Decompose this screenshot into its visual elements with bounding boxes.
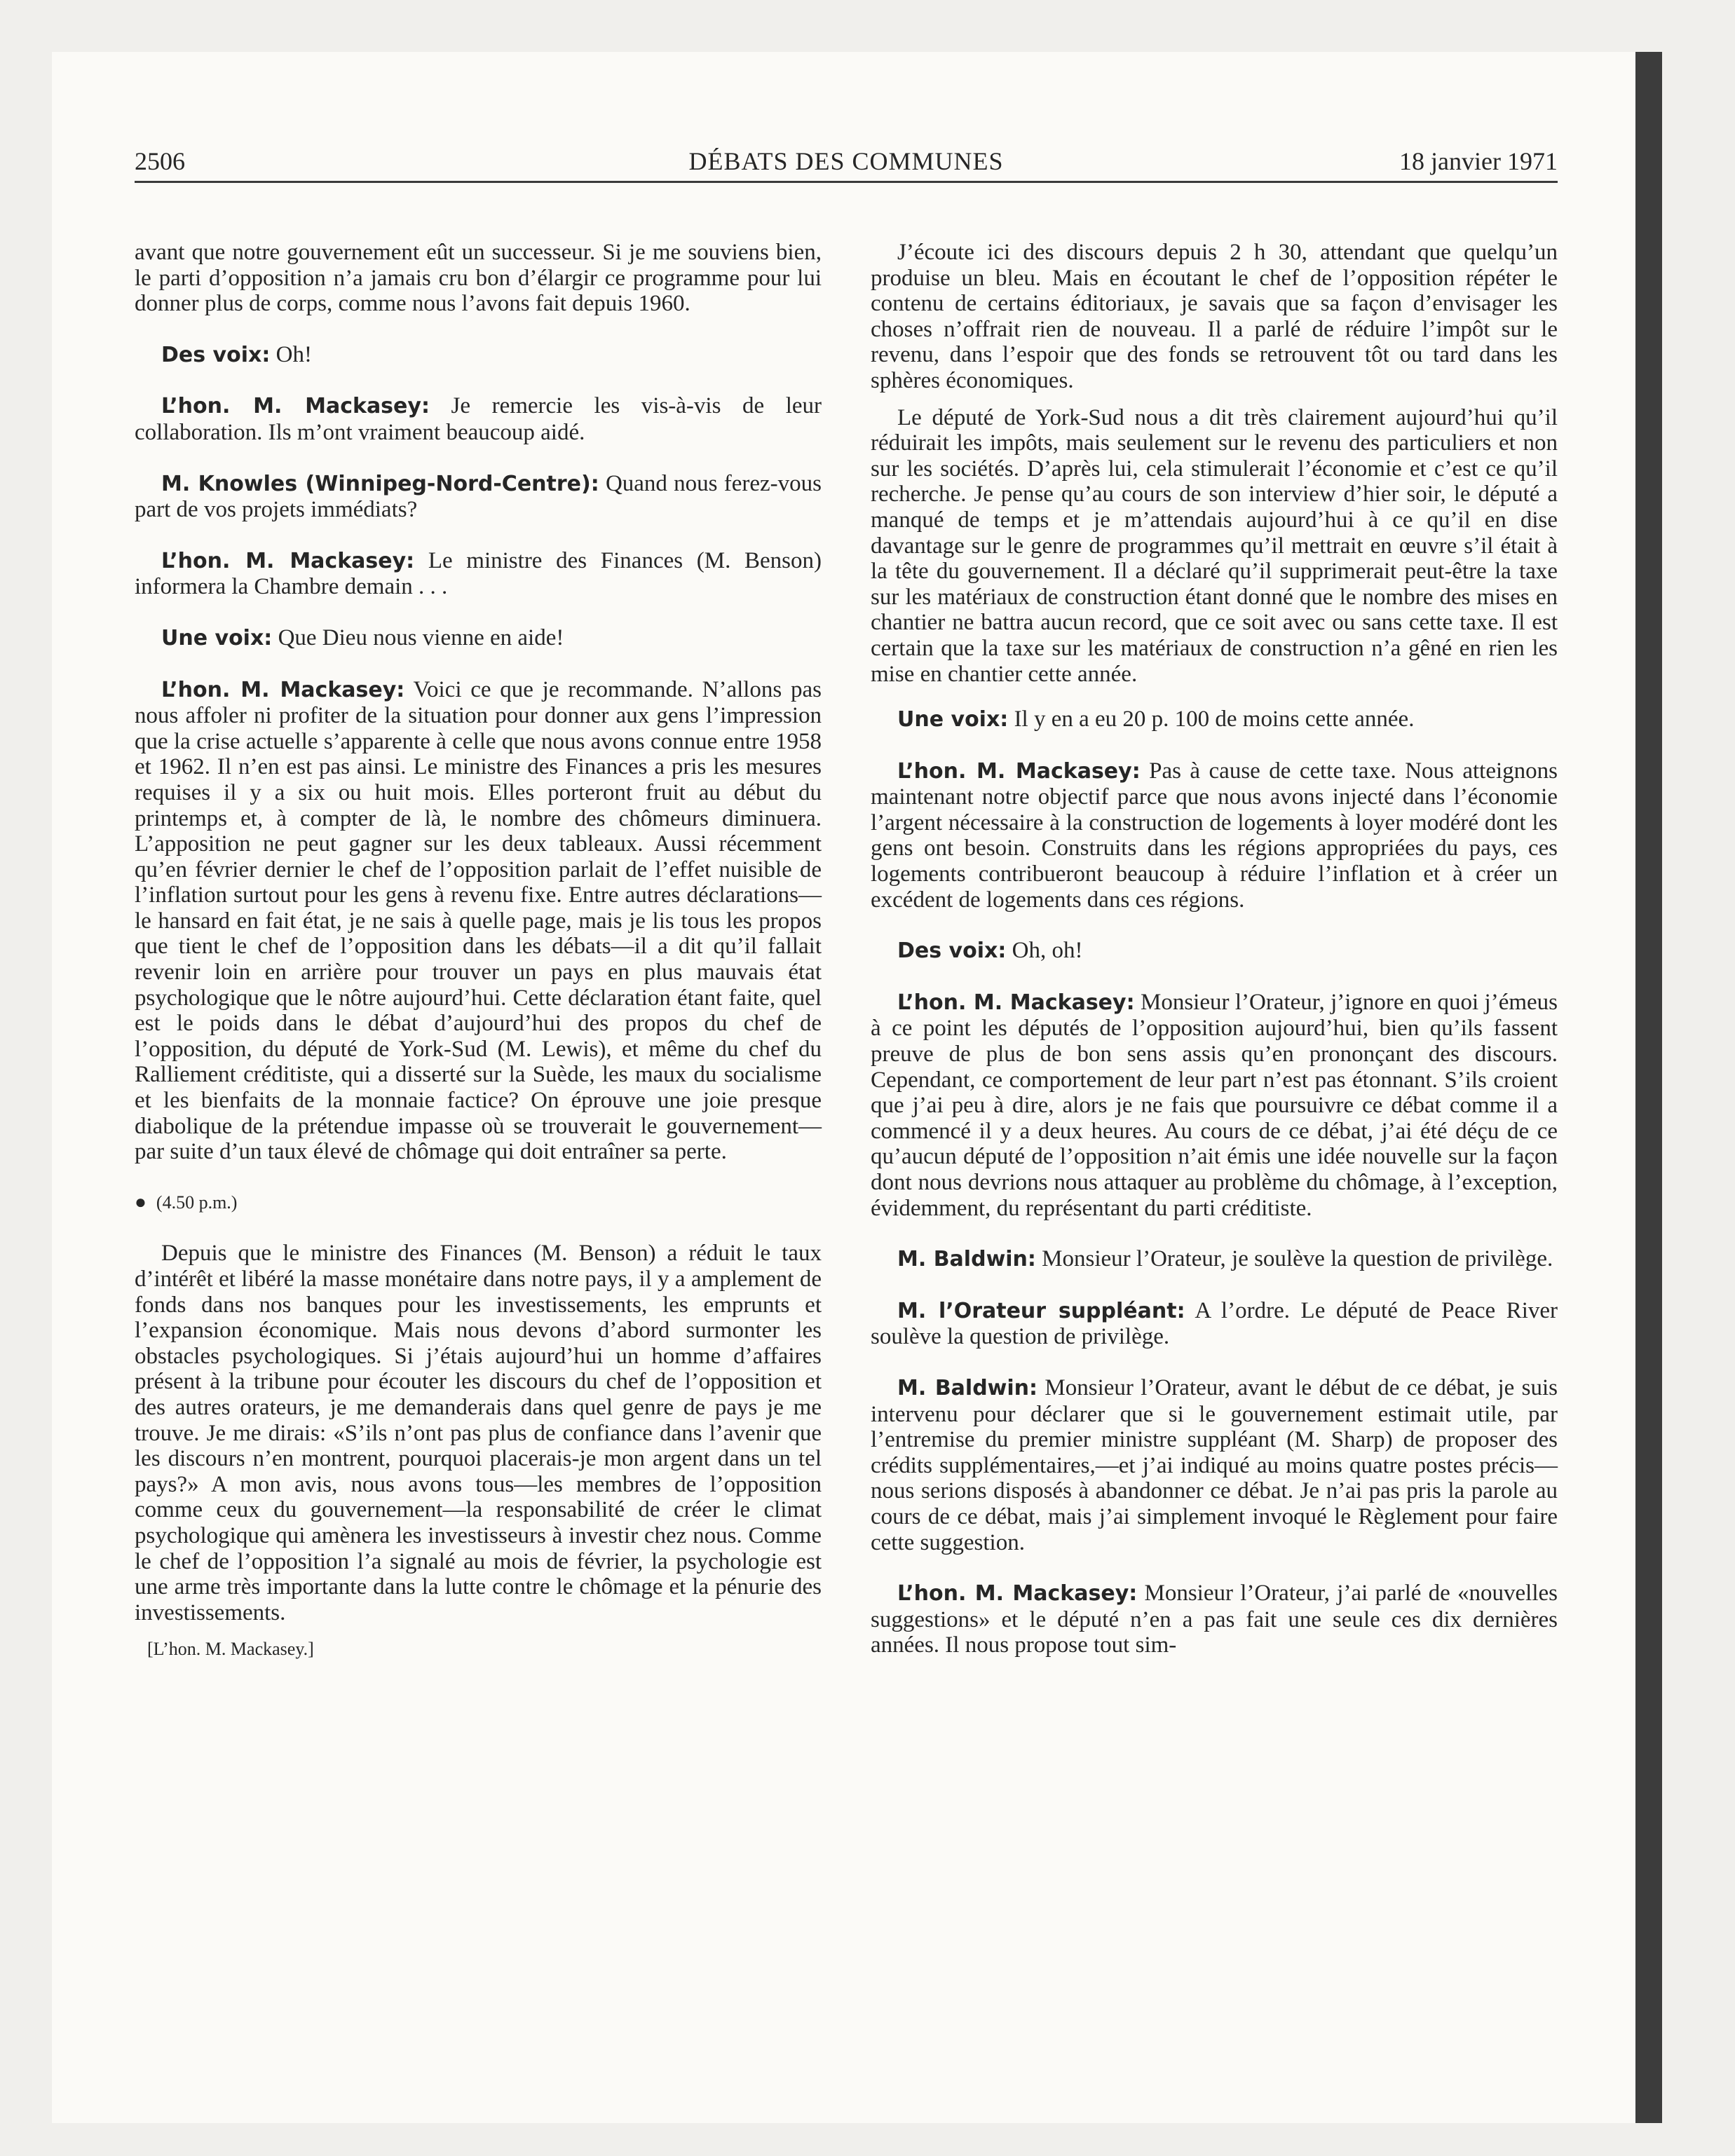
speaker-name: Une voix: xyxy=(897,707,1009,732)
speaker-signature: [L’hon. M. Mackasey.] xyxy=(147,1639,314,1660)
paragraph xyxy=(871,1375,1558,1555)
time-marker xyxy=(135,1190,822,1216)
speech-text: Monsieur l’Orateur, avant le début de ce débat, je suis intervenu pour déclarer que si le gouvernement estimait utile, par l’entremise du premier ministre suppléant (M. Sharp) de proposer des crédits supplémentaires,—et j’ai indiqué au moins quatre postes précis—nous serions disposés à abandonner ce débat. Je n’ai pas pris la parole au cours de ce débat, mais j’ai simplement invoqué le Règlement pour faire cette suggestion. xyxy=(871,1374,1558,1555)
paragraph xyxy=(871,1298,1558,1350)
speech-text: Oh, oh! xyxy=(1006,938,1083,964)
paragraph xyxy=(135,342,822,369)
paragraph: Depuis que le ministre des Finances (M. Benson) a réduit le taux d’intérêt et libéré la masse monétaire dans notre pays, il y a amplement de fonds dans nos banques pour les investissements, les emprunts et l’expansion économique. Mais nous devons d’abord surmonter les obstacles psychologiques. Si j’étais aujourd’hui un homme d’affaires présent à la tribune pour écouter les discours du chef de l’opposition et des autres orateurs, je me demanderais dans quel genre de pays je me trouve. Je me dirais: «S’ils n’ont pas plus de confiance dans l’avenir que les discours n’en montrent, pourquoi placerais-je mon argent dans un tel pays?» A mon avis, nous avons tous—les membres de l’opposition comme ceux du gouvernement—la responsabilité de créer le climat psychologique qui amènera les investisseurs à investir chez nous. Comme le chef de l’opposition l’a signalé au mois de février, la psychologie est une arme très importante dans la lutte contre le chômage et la pénurie des investissements. xyxy=(135,1241,822,1625)
paragraph xyxy=(135,393,822,445)
speech-text: A l’ordre. Le député de Peace River soulève la question de privilège. xyxy=(871,1297,1558,1350)
bullet-icon: ● xyxy=(135,1191,147,1213)
speech-text: Monsieur l’Orateur, j’ignore en quoi j’émeus à ce point les députés de l’opposition aujourd’hui, bien qu’ils fassent preuve de plus de bon sens assis qu’en prononçant des discours. Cependant, ce comportement de leur part n’est pas étonnant. S’ils croient que j’ai peu à dire, alors je ne fais que poursuivre ce débat comme il a commencé il y a deux heures. Au cours de ce débat, j’ai été déçu de ce qu’aucun député de l’opposition n’ait émis une idée nouvelle sur la façon dont nous devrions nous attaquer au problème du chômage, à l’exception, évidemment, du représentant du parti créditiste. xyxy=(871,989,1558,1221)
speaker-name: M. Knowles (Winnipeg-Nord-Centre): xyxy=(161,471,599,496)
speaker-name: L’hon. M. Mackasey: xyxy=(897,990,1135,1015)
left-column xyxy=(135,240,822,1663)
issue-date: 18 janvier 1971 xyxy=(1399,147,1558,175)
speaker-name: M. l’Orateur suppléant: xyxy=(897,1298,1185,1323)
paragraph xyxy=(871,1246,1558,1273)
speech-text: Je remercie les vis-à-vis de leur collaboration. Ils m’ont vraiment beaucoup aidé. xyxy=(135,393,822,445)
journal-title: DÉBATS DES COMMUNES xyxy=(688,147,1004,175)
paragraph xyxy=(871,938,1558,964)
speech-text: Oh! xyxy=(270,341,312,367)
speaker-name: L’hon. M. Mackasey: xyxy=(897,1581,1138,1606)
page-binding-edge xyxy=(1635,52,1662,2123)
speaker-name: M. Baldwin: xyxy=(897,1247,1036,1272)
paragraph xyxy=(135,677,822,1165)
speaker-name: Des voix: xyxy=(161,342,271,367)
paragraph xyxy=(871,990,1558,1221)
speaker-name: L’hon. M. Mackasey: xyxy=(161,394,430,419)
paragraph xyxy=(135,471,822,523)
paragraph: avant que notre gouvernement eût un successeur. Si je me souviens bien, le parti d’opposition n’a jamais cru bon d’élargir ce programme pour lui donner plus de corps, comme nous l’avons fait depuis 1960. xyxy=(135,240,822,317)
paragraph xyxy=(135,625,822,652)
speech-text: Quand nous ferez-vous part de vos projets immédiats? xyxy=(135,470,822,523)
speech-text: Il y en a eu 20 p. 100 de moins cette année. xyxy=(1008,707,1415,732)
right-column xyxy=(871,240,1558,1684)
time-marker-text: (4.50 p.m.) xyxy=(156,1192,238,1213)
speech-text: Monsieur l’Orateur, j’ai parlé de «nouvelles suggestions» et le député n’en a pas fait une seule ces dix dernières années. Il nous propose tout sim- xyxy=(871,1581,1558,1658)
page-number: 2506 xyxy=(135,147,185,175)
speaker-name: L’hon. M. Mackasey: xyxy=(161,548,415,573)
running-header xyxy=(135,147,1558,183)
speaker-name: L’hon. M. Mackasey: xyxy=(897,758,1141,784)
speech-text: Voici ce que je recommande. N’allons pas nous affoler ni profiter de la situation pour donner aux gens l’impression que la crise actuelle s’apparente à celle que nous avons connue entre 1958 et 1962. Il n’en est pas ainsi. Le ministre des Finances a pris les mesures requises il y a six ou huit mois. Elles porteront fruit au début du printemps et, à compter de là, le nombre des chômeurs diminuera. L’apposition ne peut gagner sur les deux tableaux. Aussi récemment qu’en février dernier le chef de l’opposition parlait de l’effet nuisible de l’inflation surtout pour les gens à revenu fixe. Entre autres déclarations—le hansard en fait état, je ne sais à quelle page, mais je lis tous les propos que tient le chef de l’opposition dans les débats—il a dit qu’il fallait revenir loin en arrière pour trouver un pays en plus mauvais état psychologique que le nôtre aujourd’hui. Cette déclaration étant faite, quel est le poids dans le débat d’aujourd’hui des propos du chef de l’opposition, du député de York-Sud (M. Lewis), et même du chef du Ralliement créditiste, qui a disserté sur la Suède, les maux du socialisme et les bienfaits de la monnaie factice? On éprouve une joie presque diabolique de la prétendue impasse où se trouverait le gouvernement—par suite d’un taux élevé de chômage qui doit entraîner sa perte. xyxy=(135,676,822,1165)
speech-text: Le ministre des Finances (M. Benson) informera la Chambre demain . . . xyxy=(135,547,822,600)
paragraph xyxy=(871,1581,1558,1658)
speaker-name: Une voix: xyxy=(161,625,273,650)
speaker-name: Des voix: xyxy=(897,939,1007,964)
paragraph xyxy=(871,758,1558,913)
speaker-name: L’hon. M. Mackasey: xyxy=(161,677,405,702)
speech-text: Monsieur l’Orateur, je soulève la question de privilège. xyxy=(1035,1246,1553,1272)
speaker-name: M. Baldwin: xyxy=(897,1375,1038,1400)
paragraph xyxy=(871,707,1558,733)
paragraph xyxy=(135,548,822,600)
speech-text: Que Dieu nous vienne en aide! xyxy=(272,625,564,650)
paragraph: J’écoute ici des discours depuis 2 h 30, attendant que quelqu’un produise un bleu. Mais en écoutant le chef de l’opposition répéter le contenu de certains éditoriaux, je savais que sa façon d’envisager les choses n’offrait rien de nouveau. Il a parlé de réduire l’impôt sur le revenu, dans l’espoir que des fonds se retrouvent tôt ou tard dans les sphères économiques. xyxy=(871,240,1558,393)
speech-text: Pas à cause de cette taxe. Nous atteignons maintenant notre objectif parce que nous avons injecté dans l’économie l’argent nécessaire à la construction de logements à loyer modéré dont les gens ont besoin. Construits dans les régions appropriées du pays, ces logements contribueront beaucoup à réduire l’inflation et à créer un excédent de logements dans ces régions. xyxy=(871,758,1558,913)
paragraph: Le député de York-Sud nous a dit très clairement aujourd’hui qu’il réduirait les impôts, mais seulement sur le revenu des particuliers et non sur les sociétés. D’après lui, cela stimulerait l’économie et c’est ce qu’il recherche. Je pense qu’au cours de son interview d’hier soir, le député a manqué de temps et je m’attendais aujourd’hui à ce qu’il en dise davantage sur le genre de programmes qu’il mettrait en œuvre s’il était à la tête du gouvernement. Il a déclaré qu’il supprimerait peut-être la taxe sur les matériaux de construction étant donné que le nombre des mises en chantier ne battra aucun record, que ce soit avec ou sans cette taxe. Il est certain que la taxe sur les matériaux de construction n’a gêné en rien les mise en chantier cette année. xyxy=(871,404,1558,687)
